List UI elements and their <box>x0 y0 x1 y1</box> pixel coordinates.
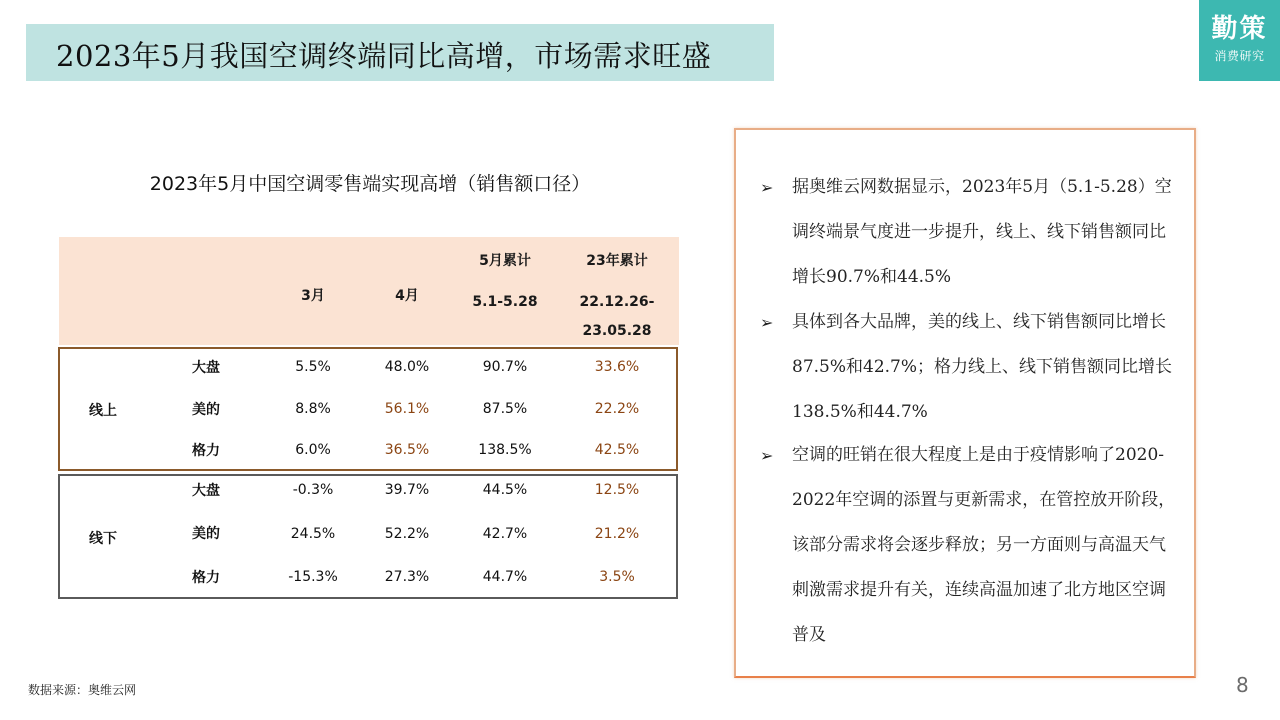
cell-ytd: 22.2% <box>594 401 640 417</box>
data-source: 数据来源：奥维云网 <box>28 683 137 697</box>
title-bar <box>26 24 774 81</box>
header-may-cum: 5月累计 <box>479 253 531 269</box>
arrow-bullet-icon: ➢ <box>760 313 774 332</box>
insight-item <box>760 433 1176 658</box>
online-group-box <box>58 347 678 471</box>
row-name: 大盘 <box>192 360 220 376</box>
logo-main-text: 勤策 <box>1211 14 1268 44</box>
cell-mar: -0.3% <box>292 482 334 498</box>
cell-apr: 52.2% <box>384 526 430 542</box>
table-header <box>59 237 679 345</box>
cell-may: 138.5% <box>478 442 532 458</box>
insight-text: 据奥维云网数据显示，2023年5月（5.1-5.28）空调终端景气度进一步提升，线上、线下销售额同比增长90.7%和44.5% <box>792 177 1172 287</box>
row-name: 格力 <box>192 570 220 586</box>
cell-apr: 56.1% <box>384 401 430 417</box>
cell-may: 44.5% <box>482 482 528 498</box>
cell-mar: 6.0% <box>295 442 331 458</box>
cell-ytd: 3.5% <box>599 569 635 585</box>
cell-mar: 24.5% <box>290 526 336 542</box>
cell-apr: 39.7% <box>384 482 430 498</box>
insight-box <box>734 128 1196 678</box>
header-may-cum-range: 5.1-5.28 <box>472 294 538 310</box>
cell-may: 90.7% <box>482 359 528 375</box>
header-ytd-range-2: 23.05.28 <box>582 323 652 339</box>
cell-may: 87.5% <box>482 401 528 417</box>
cell-apr: 48.0% <box>384 359 430 375</box>
cell-mar: 5.5% <box>295 359 331 375</box>
row-name: 大盘 <box>192 483 220 499</box>
row-name: 美的 <box>192 402 220 418</box>
cell-may: 42.7% <box>482 526 528 542</box>
group-label-offline: 线下 <box>89 531 117 547</box>
cell-ytd: 42.5% <box>594 442 640 458</box>
group-label-online: 线上 <box>89 403 117 419</box>
insight-text: 空调的旺销在很大程度上是由于疫情影响了2020-2022年空调的添置与更新需求，在管控放开阶段，该部分需求将会逐步释放；另一方面则与高温天气刺激需求提升有关，连续高温加速了北方地区空调普及 <box>792 445 1176 645</box>
insight-text: 具体到各大品牌，美的线上、线下销售额同比增长87.5%和42.7%；格力线上、线下销售额同比增长138.5%和44.7% <box>792 312 1173 422</box>
header-ytd-range-1: 22.12.26- <box>579 294 655 310</box>
header-apr: 4月 <box>395 288 419 304</box>
cell-apr: 36.5% <box>384 442 430 458</box>
brand-logo <box>1199 0 1280 81</box>
row-name: 格力 <box>192 443 220 459</box>
page-number: 8 <box>1236 673 1249 697</box>
header-mar: 3月 <box>301 288 325 304</box>
logo-sub-text: 消费研究 <box>1214 49 1265 63</box>
arrow-bullet-icon: ➢ <box>760 178 774 197</box>
cell-ytd: 21.2% <box>594 526 640 542</box>
row-name: 美的 <box>192 526 220 542</box>
header-ytd: 23年累计 <box>586 253 648 269</box>
cell-ytd: 12.5% <box>594 482 640 498</box>
offline-group-box <box>58 474 678 599</box>
cell-mar: -15.3% <box>288 569 338 585</box>
cell-mar: 8.8% <box>295 401 331 417</box>
cell-apr: 27.3% <box>384 569 430 585</box>
table-title: 2023年5月中国空调零售端实现高增（销售额口径） <box>149 173 591 195</box>
insight-item <box>760 300 1176 435</box>
slide-title: 2023年5月我国空调终端同比高增，市场需求旺盛 <box>56 39 712 73</box>
cell-may: 44.7% <box>482 569 528 585</box>
cell-ytd: 33.6% <box>594 359 640 375</box>
arrow-bullet-icon: ➢ <box>760 446 774 465</box>
insight-item <box>760 165 1176 300</box>
